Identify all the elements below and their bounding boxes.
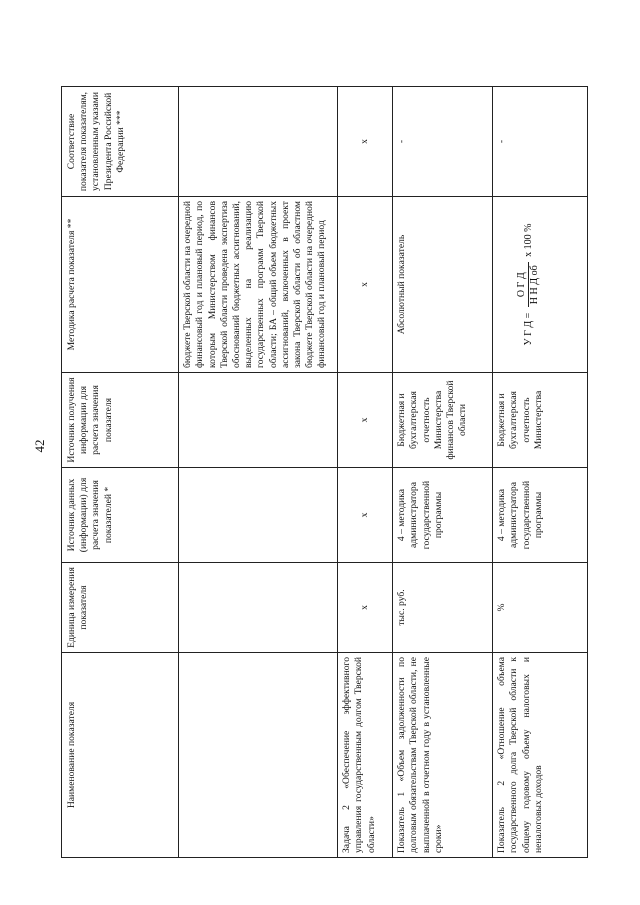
continuation-method-text: бюджете Тверской области на очередной финансовый год и плановый период, по которым Министерством финансов Тверской области проведена экспертиза обоснований бюджетных ассигнований, выделенных на реализацию государственных программ Тверской области; БА – общий объем бюджетных ассигнований, включенных в проект закона Тверской области об областном бюджете Тверской области на очередной финансовый год и плановый период [179, 197, 338, 373]
continuation-row [179, 87, 338, 858]
header-info-source: Источник получения информации для расчета значения показателя [62, 373, 179, 468]
table-header-row [62, 87, 179, 858]
row-indicator2-info-source: Бюджетная и бухгалтерская отчетность Министерства [493, 373, 588, 468]
table-row [338, 87, 393, 858]
row-task2-method: х [338, 197, 393, 373]
header-compliance: Соответствие показателя показателям, установленным указами Президента Российской Федерации *** [62, 87, 179, 197]
formula-ugd [516, 201, 541, 368]
row-indicator1-compliance: - [393, 87, 493, 197]
header-data-source: Источник данных (информации) для расчета значения показателей * [62, 468, 179, 563]
row-indicator1-unit: тыс. руб. [393, 563, 493, 653]
rotated-table-container [61, 87, 588, 858]
continuation-info-source-cell [179, 373, 338, 468]
formula-fraction [516, 262, 541, 307]
header-method: Методика расчета показателя ** [62, 197, 179, 373]
continuation-name-cell [179, 653, 338, 858]
row-indicator1-data-source: 4 – методика администратора государственной программы [393, 468, 493, 563]
row-task2-name: Задача 2 «Обеспечение эффективного управления государственным долгом Тверской области» [338, 653, 393, 858]
row-task2-compliance: х [338, 87, 393, 197]
row-indicator1-method: Абсолютный показатель [393, 197, 493, 373]
row-indicator1-name: Показатель 1 «Объем задолженности по долговым обязательствам Тверской области, не выплаченной в отчетном году в установленные сроки» [393, 653, 493, 858]
row-indicator1-info-source: Бюджетная и бухгалтерская отчетность Министерства финансов Тверской области [393, 373, 493, 468]
continuation-unit-cell [179, 563, 338, 653]
header-name: Наименование показателя [62, 653, 179, 858]
formula-denominator: Н Н Д об [529, 265, 541, 305]
formula-tail: х 100 % [523, 223, 535, 257]
row-indicator2-compliance: - [493, 87, 588, 197]
formula-numerator: О Г Д [516, 262, 529, 307]
continuation-compliance-cell [179, 87, 338, 197]
row-task2-info-source: х [338, 373, 393, 468]
row-indicator2-unit: % [493, 563, 588, 653]
header-unit: Единица измерения показателя [62, 563, 179, 653]
row-indicator2-name: Показатель 2 «Отношение объема государственного долга Тверской области к общему годовому объему налоговых и неналоговых доходов [493, 653, 588, 858]
formula-lhs: У Г Д = [523, 312, 535, 346]
row-task2-data-source: х [338, 468, 393, 563]
table-row [393, 87, 493, 858]
indicators-table [61, 86, 588, 858]
row-indicator2-data-source: 4 – методика администратора государственной программы [493, 468, 588, 563]
table-row [493, 87, 588, 858]
page-number: 42 [32, 439, 47, 453]
row-task2-unit: х [338, 563, 393, 653]
continuation-data-source-cell [179, 468, 338, 563]
row-indicator2-method [493, 197, 588, 373]
